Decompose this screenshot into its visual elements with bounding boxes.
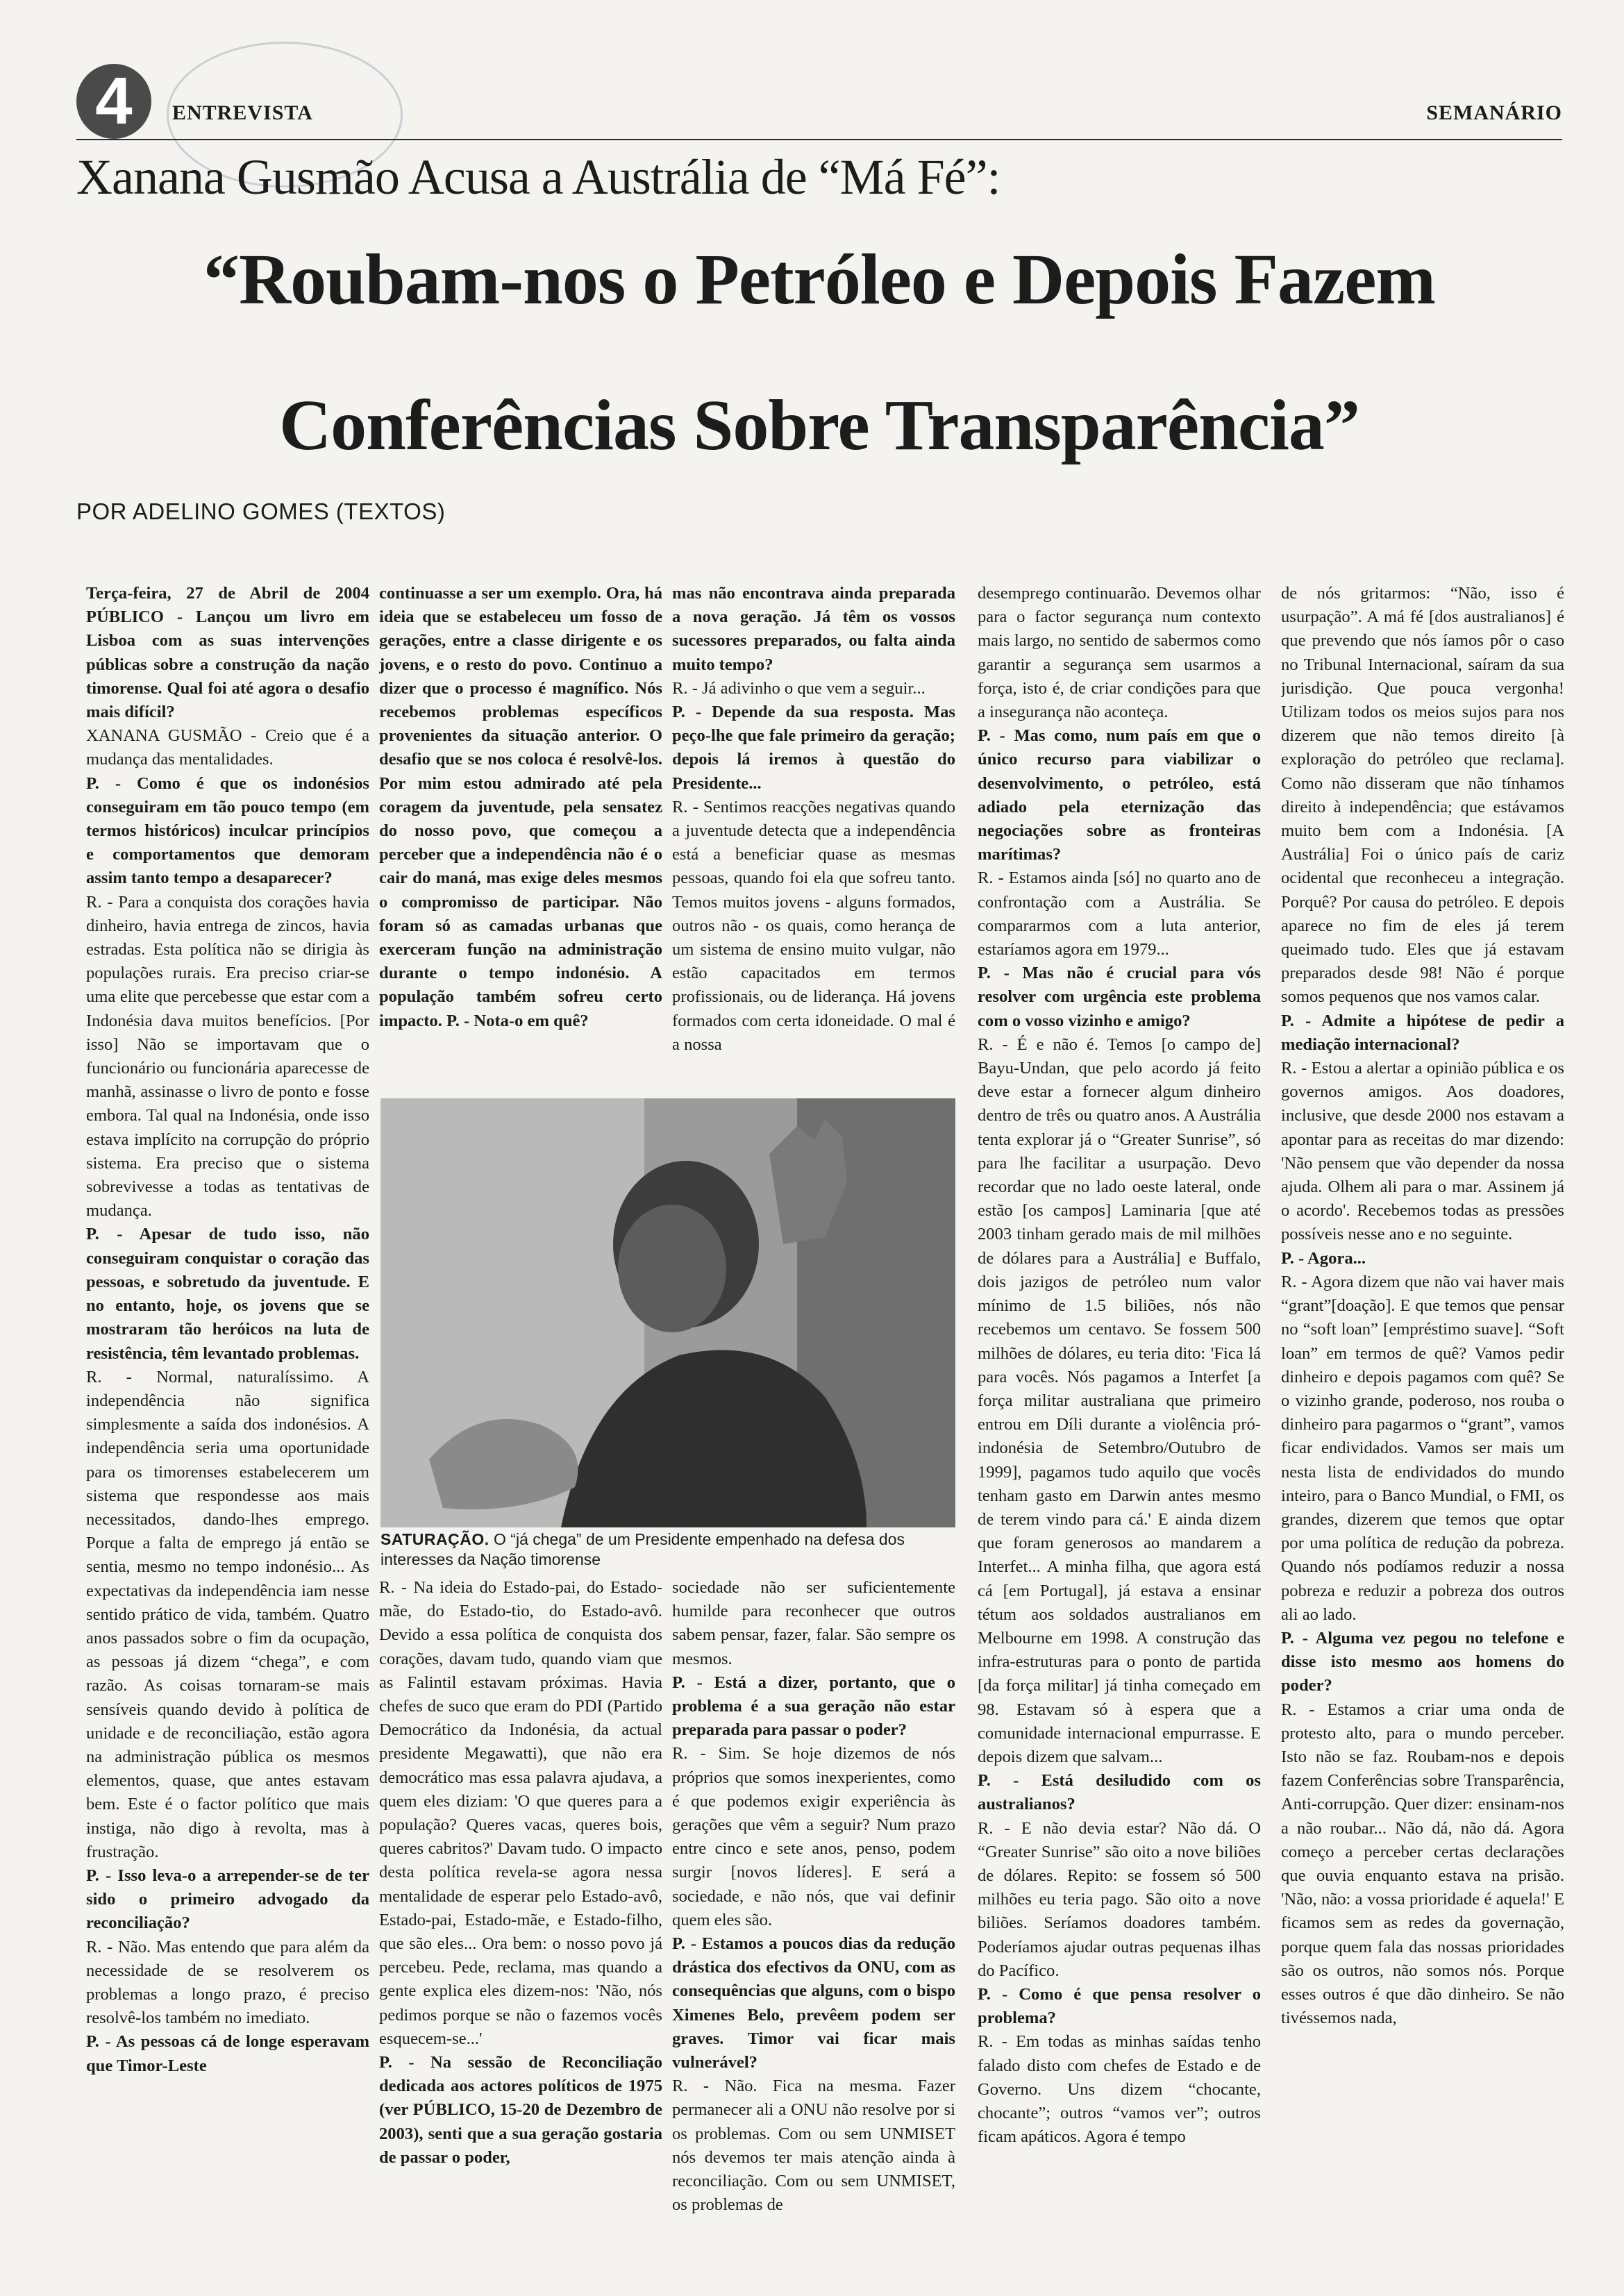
- newspaper-name: SEMANÁRIO: [1426, 101, 1562, 124]
- paragraph: P. - Está a dizer, portanto, que o problema é a sua geração não estar preparada para passar o poder?: [672, 1673, 955, 1740]
- page-number: 4: [76, 64, 151, 139]
- page-header: [76, 64, 1562, 142]
- paragraph: mas não encontrava ainda preparada a nova geração. Já têm os vossos sucessores preparados, ou falta ainda muito tempo?: [672, 584, 955, 674]
- article-photo: [380, 1098, 955, 1527]
- paragraph: R. - Normal, naturalíssimo. A independência não significa simplesmente a saída dos indonésios. A independência seria uma oportunidade para os timorenses estabelecerem um sistema que respondesse aos mais necessitados, dando-lhes emprego. Porque a falta de emprego já então se sentia, mesmo no tempo indonésio... As expectativas da independência iam nesse sentido prático de vida, também. Quatro anos passados sobre o fim da ocupação, as pessoas já dizem “chega”, e com razão. As coisas tornaram-se mais sensíveis quando devido à política de unidade e de reconciliação, estão agora na administração pública os mesmos elementos, quase, que antes estavam bem. Este é o factor político que mais instiga, não digo à revolta, mas à frustração.: [86, 1367, 369, 1861]
- caption-text: O “já chega” de um Presidente empenhado na defesa dos interesses da Nação timorense: [380, 1530, 905, 1568]
- paragraph: P. - Depende da sua resposta. Mas peço-lhe que fale primeiro da geração; depois lá iremos à questão do Presidente...: [672, 703, 955, 793]
- paragraph: P. - Mas como, num país em que o único recurso para viabilizar o desenvolvimento, o petróleo, está adiado pela eternização das negociações sobre as fronteiras marítimas?: [978, 726, 1261, 864]
- text-column-5: [1281, 582, 1564, 2227]
- paragraph: R. - É e não é. Temos [o campo de] Bayu-Undan, que pelo acordo já feito deve estar a fornecer algum dinheiro dentro de três ou quatro anos. A Austrália tenta explorar já o “Greater Sunrise”, só para lhe facilitar a usurpação. Devo recordar que no lado oeste lateral, onde estão [os campos] Laminaria [que até 2003 tinham gerado mais de mil milhões de dólares para a Austrália] e Buffalo, dois jazigos de petróleo num valor mínimo de 1.5 biliões, nós não recebemos um centavo. Se fossem 500 milhões de dólares, eu teria dito: 'Fica lá para vocês. Nós pagamos a Interfet [a força militar australiana que primeiro entrou em Díli durante a violência pró-indonésia de Setembro/Outubro de 1999], pagamos tudo aquilo que vocês tenham gasto em Darwin antes mesmo de terem vindo para cá.' E ainda dizem que foram generosos ao mandarem a Interfet... A minha filha, que agora está cá [em Portugal], já estava a ensinar tétum aos soldados australianos em Melbourne em 1998. A construção das infra-estruturas para o ponto de partida [da força militar] já tinha começado em 98. Estavam só à espera que a comunidade internacional empurrasse. E depois dizem que salvam...: [978, 1034, 1261, 1766]
- paragraph: P. - Agora...: [1281, 1248, 1366, 1268]
- text-column-3-bottom: [672, 1576, 955, 2229]
- paragraph: de nós gritarmos: “Não, isso é usurpação”. A má fé [dos australianos] é que prevendo que nós íamos pôr o caso no Tribunal Internacional, saíram da sua jurisdição. Que pouca vergonha! Utilizam todos os meios sujos para nos dizerem que não temos direito [à exploração do petróleo que reclama]. Como não disseram que não tínhamos direito à independência; que estávamos muito bem com a Indonésia. [A Austrália] Foi o único país de cariz ocidental que reconheceu a integração. Porquê? Por causa do petróleo. E depois aparece no fim de eles já terem queimado tudo. Eles que já estavam preparados desde 98! Não é porque somos pequenos que nos vamos calar.: [1281, 584, 1564, 1007]
- paragraph: R. - E não devia estar? Não dá. O “Greater Sunrise” são oito a nove biliões de dólares. Repito: se fossem só 500 milhões eu teria pago. São oito a nove biliões. Seríamos doadores também. Poderíamos ajudar outras pequenas ilhas do Pacífico.: [978, 1818, 1261, 1980]
- paragraph: R. - Em todas as minhas saídas tenho falado disto com chefes de Estado e de Governo. Uns dizem “chocante, chocante”; outros “vamos ver”; outros ficam apáticos. Agora é tempo: [978, 2032, 1261, 2147]
- paragraph: P. - Estamos a poucos dias da redução drástica dos efectivos da ONU, com as consequências que alguns, com o bispo Ximenes Belo, prevêem podem ser graves. Timor vai ficar mais vulnerável?: [672, 1934, 955, 2072]
- text-column-2-top: [379, 582, 662, 1082]
- paragraph: P. - Como é que os indonésios conseguiram em tão pouco tempo (em termos históricos) inculcar princípios e comportamentos que demoram assim tanto tempo a desaparecer?: [86, 773, 369, 888]
- paragraph: R. - Estou a alertar a opinião pública e os governos amigos. Aos doadores, inclusive, que desde 2000 nos estavam a apontar para as receitas do mar dizendo: 'Não pensem que vão depender da nossa ajuda. Olhem ali para o mar. Assinem já o acordo'. Recebemos todas as pressões possíveis nesse ano e no seguinte.: [1281, 1059, 1564, 1244]
- text-column-1: [86, 582, 369, 2227]
- paragraph: P. - Admite a hipótese de pedir a mediação internacional?: [1281, 1011, 1564, 1054]
- paragraph: R. - Sentimos reacções negativas quando a juventude detecta que a independência está a beneficiar quase as mesmas pessoas, quando foi ela que sofreu tanto. Temos muitos jovens - alguns formados, outros não - os quais, como herança de um sistema de ensino muito vulgar, não estão capacitados em termos profissionais, ou de liderança. Há jovens formados com certa idoneidade. O mal é a nossa: [672, 797, 955, 1054]
- paragraph: P. - Está desiludido com os australianos?: [978, 1771, 1261, 1814]
- header-rule: [76, 139, 1562, 140]
- paragraph: XANANA GUSMÃO - Creio que é a mudança das mentalidades.: [86, 726, 369, 769]
- paragraph: P. - As pessoas cá de longe esperavam que Timor-Leste: [86, 2032, 369, 2075]
- headline-line-2: Conferências Sobre Transparência”: [279, 385, 1359, 465]
- paragraph: desemprego continuarão. Devemos olhar para o factor segurança num contexto mais largo, no sentido de sabermos como garantir a segurança sem usarmos a força, isto é, de criar condições para que a insegurança não aconteça.: [978, 584, 1261, 722]
- paragraph: P. - Isso leva-o a arrepender-se de ter sido o primeiro advogado da reconciliação?: [86, 1866, 369, 1933]
- caption-label: SATURAÇÃO.: [380, 1530, 489, 1548]
- paragraph: sociedade não ser suficientemente humilde para reconhecer que outros sabem pensar, fazer, falar. São sempre os mesmos.: [672, 1578, 955, 1668]
- paragraph: P. - Alguma vez pegou no telefone e disse isto mesmo aos homens do poder?: [1281, 1628, 1564, 1695]
- paragraph: R. - Não. Mas entendo que para além da necessidade de se resolverem os problemas a longo prazo, é preciso resolvê-los também no imediato.: [86, 1937, 369, 2028]
- paragraph: R. - Agora dizem que não vai haver mais “grant”[doação]. E que temos que pensar no “soft loan” [empréstimo suave]. “Soft loan” em termos de quê? Vamos pedir dinheiro e depois pagamos com quê? Se o vizinho grande, poderoso, nos rouba o dinheiro para pagarmos o “grant”, vamos ficar endividados. Vamos ser mais um nesta lista de endividados do mundo inteiro, para o Banco Mundial, o FMI, os grandes, dizerem que temos que optar por uma política de redução da pobreza. Quando nós podíamos reduzir a nossa pobreza e reduzir a pobreza dos outros ali ao lado.: [1281, 1272, 1564, 1624]
- paragraph: R. - Já adivinho o que vem a seguir...: [672, 678, 926, 698]
- section-label: ENTREVISTA: [172, 101, 313, 124]
- headline-line-1: “Roubam-nos o Petróleo e Depois Fazem: [203, 240, 1435, 319]
- photo-illustration: [380, 1098, 955, 1527]
- text-column-4: [978, 582, 1261, 2227]
- text-column-3-top: [672, 582, 955, 1082]
- paragraph: R. - Não. Fica na mesma. Fazer permanecer ali a ONU não resolve por si os problemas. Com ou sem UNMISET nós devemos ter mais atenção ainda à reconciliação. Com ou sem UNMISET, os problemas de: [672, 2077, 955, 2215]
- paragraph: Terça-feira, 27 de Abril de 2004 PÚBLICO - Lançou um livro em Lisboa com as suas intervenções públicas sobre a construção da nação timorense. Qual foi até agora o desafio mais difícil?: [86, 584, 369, 722]
- paragraph: R. - Sim. Se hoje dizemos de nós próprios que somos inexperientes, como é que podemos exigir experiência às gerações que vêm a seguir? Num prazo entre cinco e sete anos, penso, podem surgir [novos líderes]. E será a sociedade, e não nós, que vai definir quem eles são.: [672, 1744, 955, 1929]
- paragraph: R. - Estamos a criar uma onda de protesto alto, para o mundo perceber. Isto não se faz. Roubam-nos e depois fazem Conferências sobre Transparência, Anti-corrupção. Quer dizer: ensinam-nos a não roubar... Não dá, não dá. Agora começo a perceber certas declarações que ouvia enquanto estava na prisão. 'Não, não: a vossa prioridade é aquela!' E ficamos sem as redes da governação, porque quem fala das nossas prioridades são os outros, não somos nós. Porque esses outros é que dão dinheiro. Se não tivéssemos nada,: [1281, 1700, 1564, 2028]
- paragraph: continuasse a ser um exemplo. Ora, há ideia que se estabeleceu um fosso de gerações, entre a classe dirigente e os jovens, e o resto do povo. Continuo a dizer que o processo é magnífico. Nós recebemos problemas específicos provenientes da situação anterior. O desafio que se nos coloca é resolvê-los. Por mim estou admirado até pela coragem da juventude, pela sensatez do nosso povo, que começou a perceber que a independência não é o cair do maná, mas exige deles mesmos o compromisso de participar. Não foram só as camadas urbanas que exerceram função na administração durante o tempo indonésio. A população também sofreu certo impacto. P. - Nota-o em quê?: [379, 584, 662, 1030]
- paragraph: R. - Estamos ainda [só] no quarto ano de confrontação com a Austrália. Se compararmos com a luta anterior, estaríamos agora em 1979...: [978, 869, 1261, 960]
- byline: POR ADELINO GOMES (TEXTOS): [76, 498, 446, 524]
- paragraph: P. - Apesar de tudo isso, não conseguiram conquistar o coração das pessoas, e sobretudo da juventude. E no entanto, hoje, os jovens que se mostraram tão heróicos na luta de resistência, têm levantado problemas.: [86, 1225, 369, 1363]
- paragraph: P. - Como é que pensa resolver o problema?: [978, 1984, 1261, 2028]
- text-column-2-bottom: [379, 1576, 662, 2229]
- paragraph: R. - Na ideia do Estado-pai, do Estado-mãe, do Estado-tio, do Estado-avô. Devido a essa política de conquista dos corações, davam tudo, quando viam que as Falintil estavam próximas. Havia chefes de suco que eram do PDI (Partido Democrático da Indonésia, da actual presidente Megawatti), que não era democrático mas essa palavra ajudava, a quem eles diziam: 'O que queres para a população? Queres vacas, queres bois, queres cabritos?' Davam tudo. O impacto desta política revela-se agora nessa mentalidade de esperar pelo Estado-avô, Estado-pai, Estado-mãe, e Estado-filho, que são eles... Ora bem: o nosso povo já percebeu. Pede, reclama, mas quando a gente explica eles dizem-nos: 'Não, nós pedimos porque se não o fazemos vocês esquecem-se...': [379, 1578, 662, 2048]
- paragraph: P. - Mas não é crucial para vós resolver com urgência este problema com o vosso vizinho e amigo?: [978, 964, 1261, 1030]
- photo-caption: [380, 1530, 955, 1570]
- paragraph: P. - Na sessão de Reconciliação dedicada aos actores políticos de 1975 (ver PÚBLICO, 15-20 de Dezembro de 2003), senti que a sua geração gostaria de passar o poder,: [379, 2053, 662, 2167]
- article-headline: [76, 207, 1562, 498]
- paragraph: R. - Para a conquista dos corações havia dinheiro, havia entrega de zincos, havia estradas. Esta política não se dirigia às populações rurais. Era preciso criar-se uma elite que percebesse que estar com a Indonésia dava muitos benefícios. [Por isso] Não se importavam que o funcionário ou funcionária aparecesse de manhã, assinasse o livro de ponto e fosse embora. Tal qual na Indonésia, onde isso estava implícito na corrupção do próprio sistema. Era preciso que o sistema sobrevivesse a todas as tentativas de mudança.: [86, 892, 369, 1221]
- article-kicker: Xanana Gusmão Acusa a Austrália de “Má Fé”:: [76, 149, 1001, 205]
